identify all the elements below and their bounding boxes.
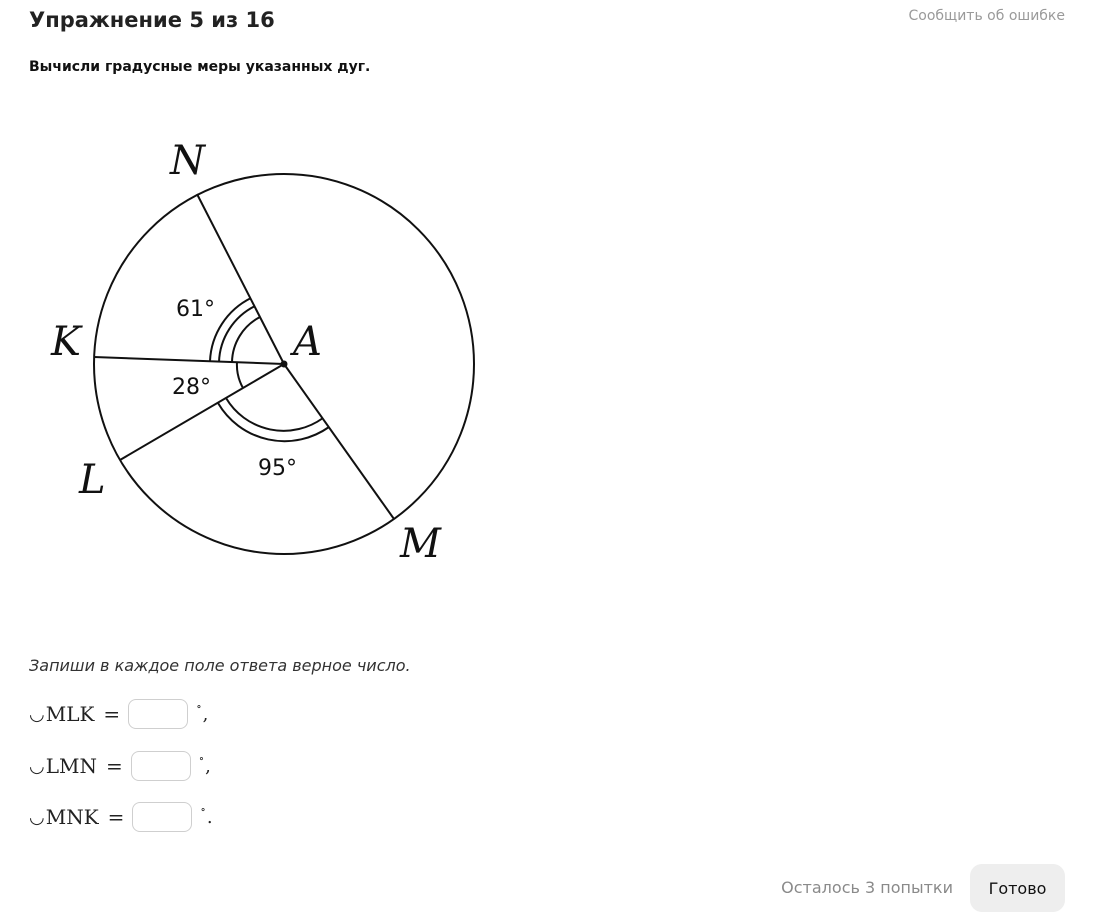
arc-name: LMN <box>45 754 97 778</box>
row-punctuation: , <box>202 703 209 725</box>
center-point <box>281 361 288 368</box>
answer-hint: Запиши в каждое поле ответа верное число. <box>29 656 411 675</box>
radius-AM <box>284 364 394 519</box>
label-K: K <box>51 319 81 365</box>
answer-row-mlk <box>29 698 208 730</box>
label-A: A <box>293 319 322 365</box>
answer-input-mlk[interactable] <box>128 699 188 729</box>
answer-row-lmn <box>29 750 211 782</box>
equals-sign: = <box>103 702 121 726</box>
circle-figure <box>0 100 520 600</box>
arc-name: MNK <box>45 805 99 829</box>
radius-AK <box>94 357 284 364</box>
row-punctuation: , <box>205 755 211 777</box>
angle-arc-NAK-inner <box>232 317 260 362</box>
angle-label-LAM: 95° <box>258 456 297 481</box>
arc-icon: ◡ <box>29 755 45 777</box>
degree-sign: ∘ <box>196 699 202 713</box>
arc-icon: ◡ <box>29 806 45 828</box>
angle-arc-NAK-mid <box>219 306 255 362</box>
row-punctuation: . <box>206 806 213 828</box>
arc-name: MLK <box>45 702 95 726</box>
report-error-link[interactable]: Сообщить об ошибке <box>908 8 1065 24</box>
label-L: L <box>79 457 106 503</box>
done-button[interactable]: Готово <box>970 864 1065 912</box>
exercise-title: Упражнение 5 из 16 <box>29 8 275 32</box>
task-text: Вычисли градусные меры указанных дуг. <box>29 59 371 75</box>
angle-label-KAL: 28° <box>172 375 211 400</box>
answer-input-mnk[interactable] <box>132 802 192 832</box>
answer-row-mnk <box>29 801 213 833</box>
angle-arc-KAL <box>237 362 243 388</box>
degree-sign: ∘ <box>200 802 206 816</box>
equals-sign: = <box>107 805 125 829</box>
radius-AN <box>197 194 284 364</box>
angle-arc-LAM-inner <box>226 398 323 431</box>
label-M: M <box>400 521 441 567</box>
angle-label-NAK: 61° <box>176 297 215 322</box>
attempts-remaining: Осталось 3 попытки <box>781 878 953 897</box>
label-N: N <box>170 138 205 184</box>
arc-icon: ◡ <box>29 703 45 725</box>
equals-sign: = <box>105 754 123 778</box>
degree-sign: ∘ <box>198 751 205 765</box>
answer-input-lmn[interactable] <box>131 751 191 781</box>
